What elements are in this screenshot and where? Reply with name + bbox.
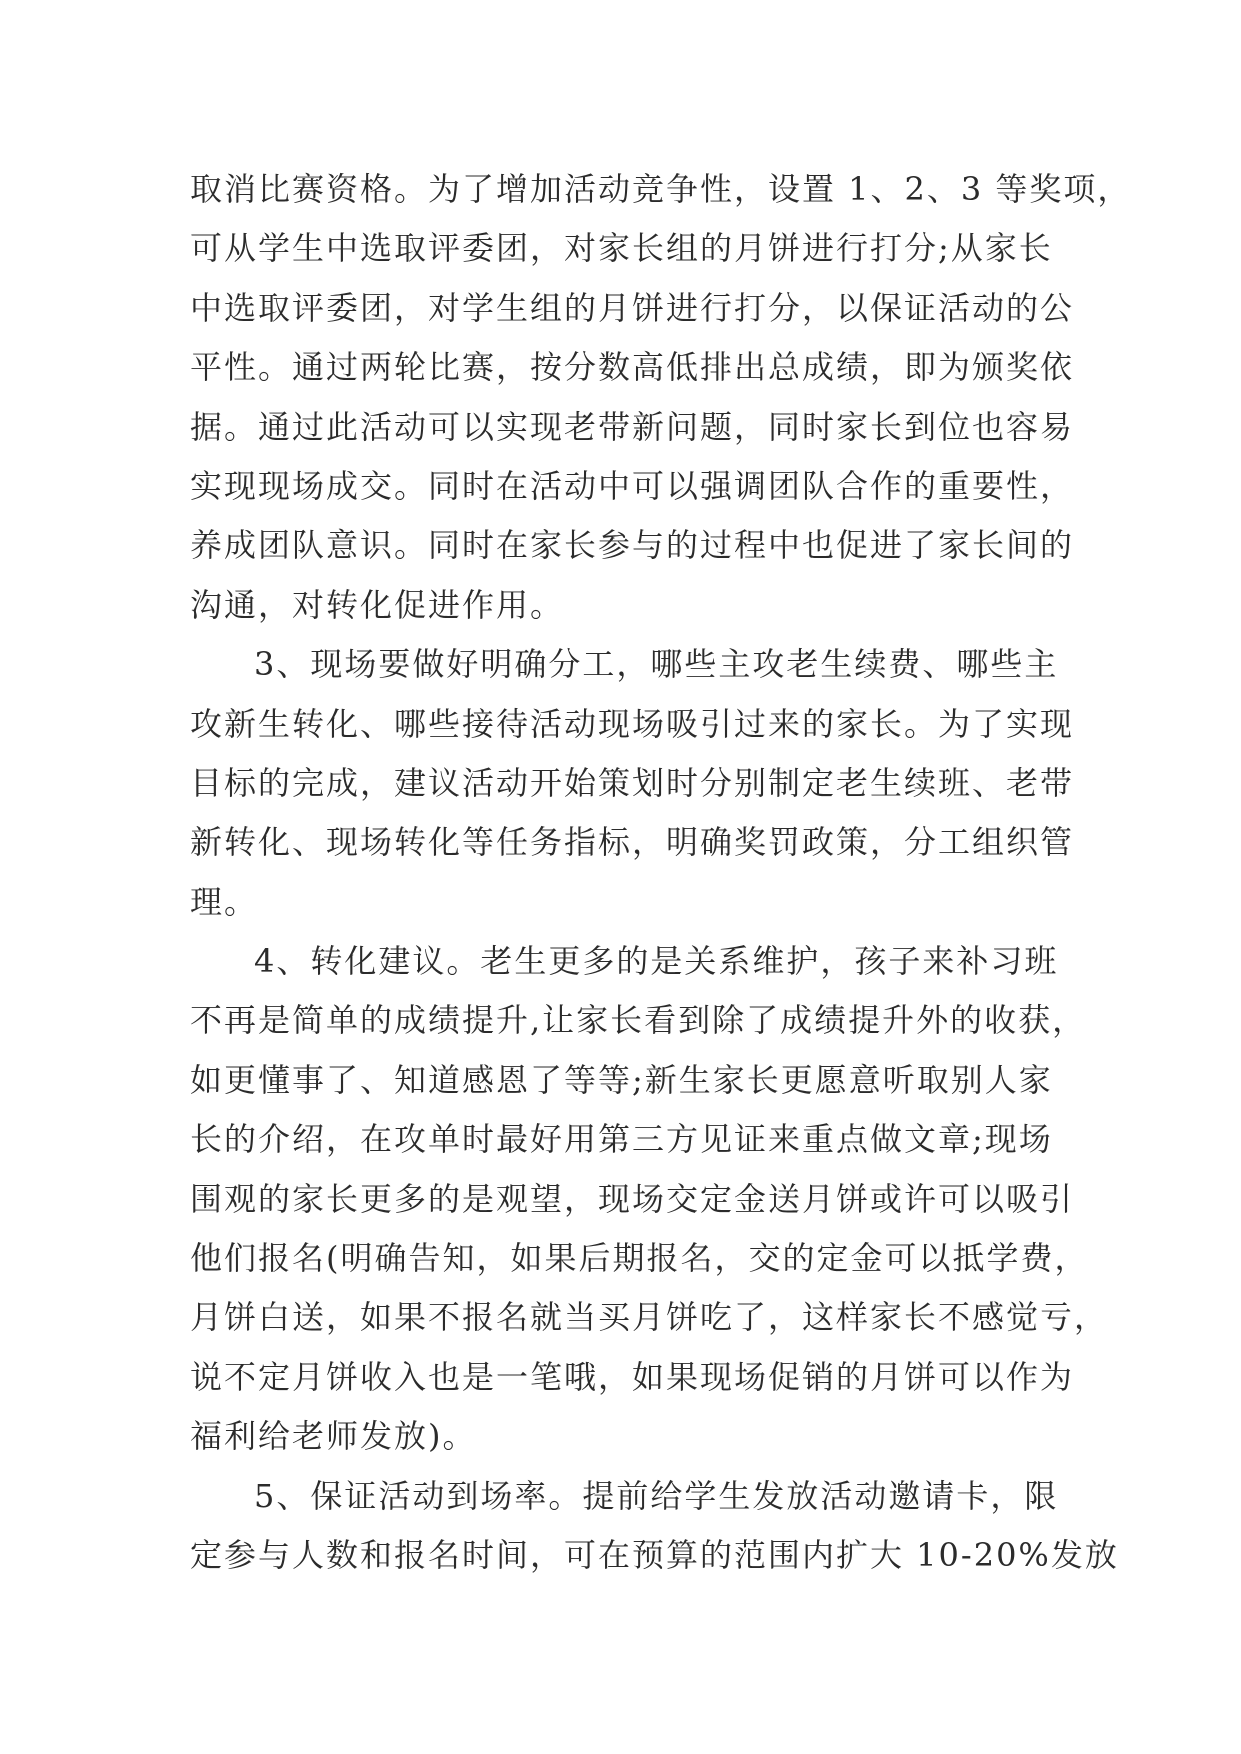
- text-line: 定参与人数和报名时间，可在预算的范围内扩大 10-20%发放: [190, 1535, 1119, 1574]
- text-line: 新转化、现场转化等任务指标，明确奖罚政策，分工组织管: [190, 823, 1075, 862]
- text-line: 如更懂事了、知道感恩了等等;新生家长更愿意听取别人家: [190, 1060, 1053, 1099]
- text-line: 攻新生转化、哪些接待活动现场吸引过来的家长。为了实现: [190, 704, 1075, 743]
- text-line: 养成团队意识。同时在家长参与的过程中也促进了家长间的: [190, 526, 1075, 565]
- text-line: 不再是简单的成绩提升,让家长看到除了成绩提升外的收获，: [190, 1001, 1087, 1040]
- text-line: 可从学生中选取评委团，对家长组的月饼进行打分;从家长: [190, 229, 1053, 268]
- text-line: 取消比赛资格。为了增加活动竞争性，设置 1、2、3 等奖项，: [190, 170, 1132, 208]
- text-line: 长的介绍，在攻单时最好用第三方见证来重点做文章;现场: [190, 1120, 1053, 1159]
- paragraph-3-first-line: 3、现场要做好明确分工，哪些主攻老生续费、哪些主: [254, 645, 1059, 684]
- text-line: 理。: [190, 882, 259, 921]
- text-line: 平性。通过两轮比赛，按分数高低排出总成绩，即为颁奖依: [190, 348, 1075, 387]
- paragraph-5-first-line: 5、保证活动到场率。提前给学生发放活动邀请卡，限: [254, 1476, 1059, 1515]
- paragraph-4-first-line: 4、转化建议。老生更多的是关系维护，孩子来补习班: [254, 942, 1059, 981]
- text-line: 围观的家长更多的是观望，现场交定金送月饼或许可以吸引: [190, 1179, 1075, 1218]
- text-line: 月饼白送，如果不报名就当买月饼吃了，这样家长不感觉亏，: [190, 1298, 1109, 1337]
- text-line: 中选取评委团，对学生组的月饼进行打分，以保证活动的公: [190, 288, 1075, 327]
- text-line: 福利给老师发放)。: [190, 1417, 477, 1456]
- text-line: 他们报名(明确告知，如果后期报名，交的定金可以抵学费，: [190, 1239, 1089, 1278]
- text-line: 实现现场成交。同时在活动中可以强调团队合作的重要性，: [190, 466, 1075, 505]
- document-body: [190, 160, 1132, 1585]
- text-line: 目标的完成，建议活动开始策划时分别制定老生续班、老带: [190, 763, 1075, 802]
- text-line: 据。通过此活动可以实现老带新问题，同时家长到位也容易: [190, 407, 1075, 446]
- text-line: 说不定月饼收入也是一笔哦，如果现场促销的月饼可以作为: [190, 1357, 1075, 1396]
- text-line: 沟通，对转化促进作用。: [190, 585, 565, 624]
